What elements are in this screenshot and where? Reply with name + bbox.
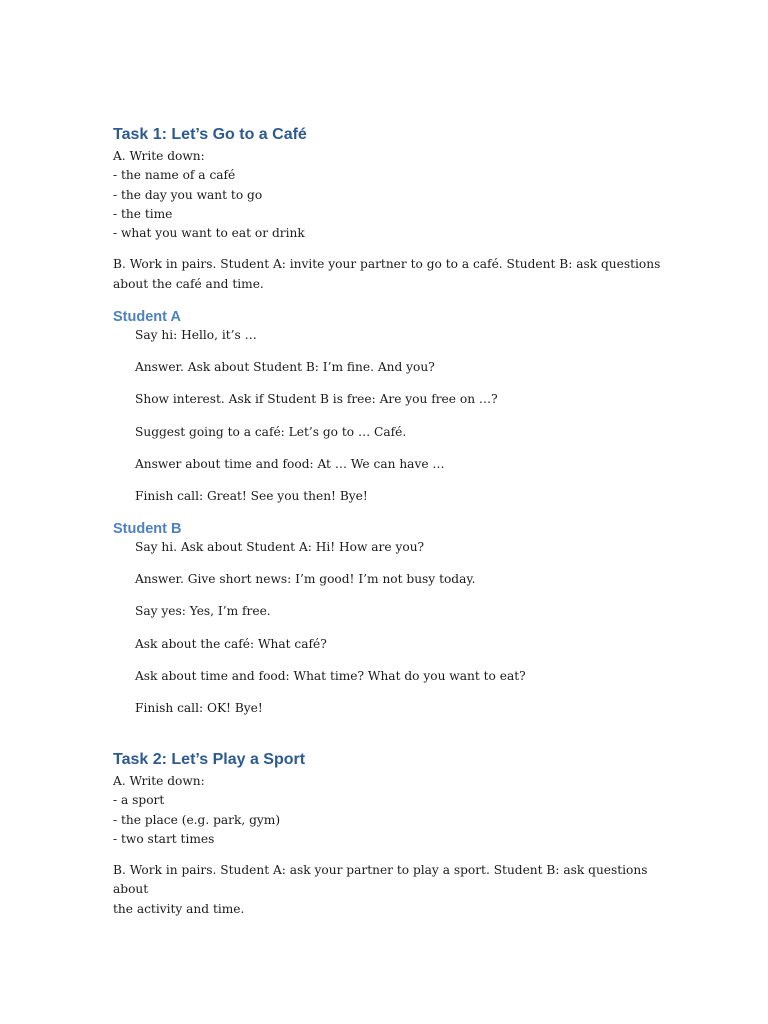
task2-b-line: B. Work in pairs. Student A: ask your partner to play a sport. Student B: ask questions about (113, 863, 648, 897)
task2-a-intro: A. Write down: (113, 773, 205, 788)
task1-a-item: - the time (113, 206, 173, 221)
task1-a-item: - what you want to eat or drink (113, 226, 305, 241)
student-a-step: Answer. Ask about Student B: I’m fine. And you? (135, 360, 435, 375)
student-b-step: Ask about the café: What café? (135, 636, 327, 651)
task1-b-instructions (113, 255, 673, 294)
task1-b-line: about the café and time. (113, 276, 264, 291)
task1-b-line: B. Work in pairs. Student A: invite your partner to go to a café. Student B: ask questions (113, 257, 661, 272)
task1-a-intro: A. Write down: (113, 149, 205, 163)
student-b-step: Finish call: OK! Bye! (135, 700, 263, 715)
student-a-heading: Student A (113, 309, 181, 326)
student-a-steps (113, 327, 673, 504)
student-a-step: Answer about time and food: At … We can have … (135, 456, 445, 471)
task2-a-item: - two start times (113, 831, 215, 846)
student-b-step: Ask about time and food: What time? What do you want to eat? (135, 668, 526, 683)
student-a-step: Suggest going to a café: Let’s go to … Café. (135, 424, 407, 439)
student-b-step: Answer. Give short news: I’m good! I’m not busy today. (135, 572, 476, 587)
student-a-step: Finish call: Great! See you then! Bye! (135, 489, 368, 504)
task2-b-instructions (113, 861, 673, 919)
task1-a-item: - the name of a café (113, 168, 236, 183)
task2-a-item: - the place (e.g. park, gym) (113, 812, 281, 827)
task1-a-item: - the day you want to go (113, 187, 263, 202)
student-a-step: Show interest. Ask if Student B is free: Are you free on …? (135, 392, 498, 407)
student-b-step: Say hi. Ask about Student A: Hi! How are you? (135, 540, 425, 555)
student-a-step: Say hi: Hello, it’s … (135, 328, 257, 343)
task1-title: Task 1: Let’s Go to a Café (113, 126, 307, 143)
task2-b-line: the activity and time. (113, 901, 245, 916)
worksheet-page (113, 124, 673, 919)
student-b-heading: Student B (113, 521, 182, 538)
student-b-step: Say yes: Yes, I’m free. (135, 604, 271, 619)
task2-a-item: - a sport (113, 793, 165, 808)
student-b-steps (113, 539, 673, 716)
task2-title: Task 2: Let’s Play a Sport (113, 750, 306, 768)
